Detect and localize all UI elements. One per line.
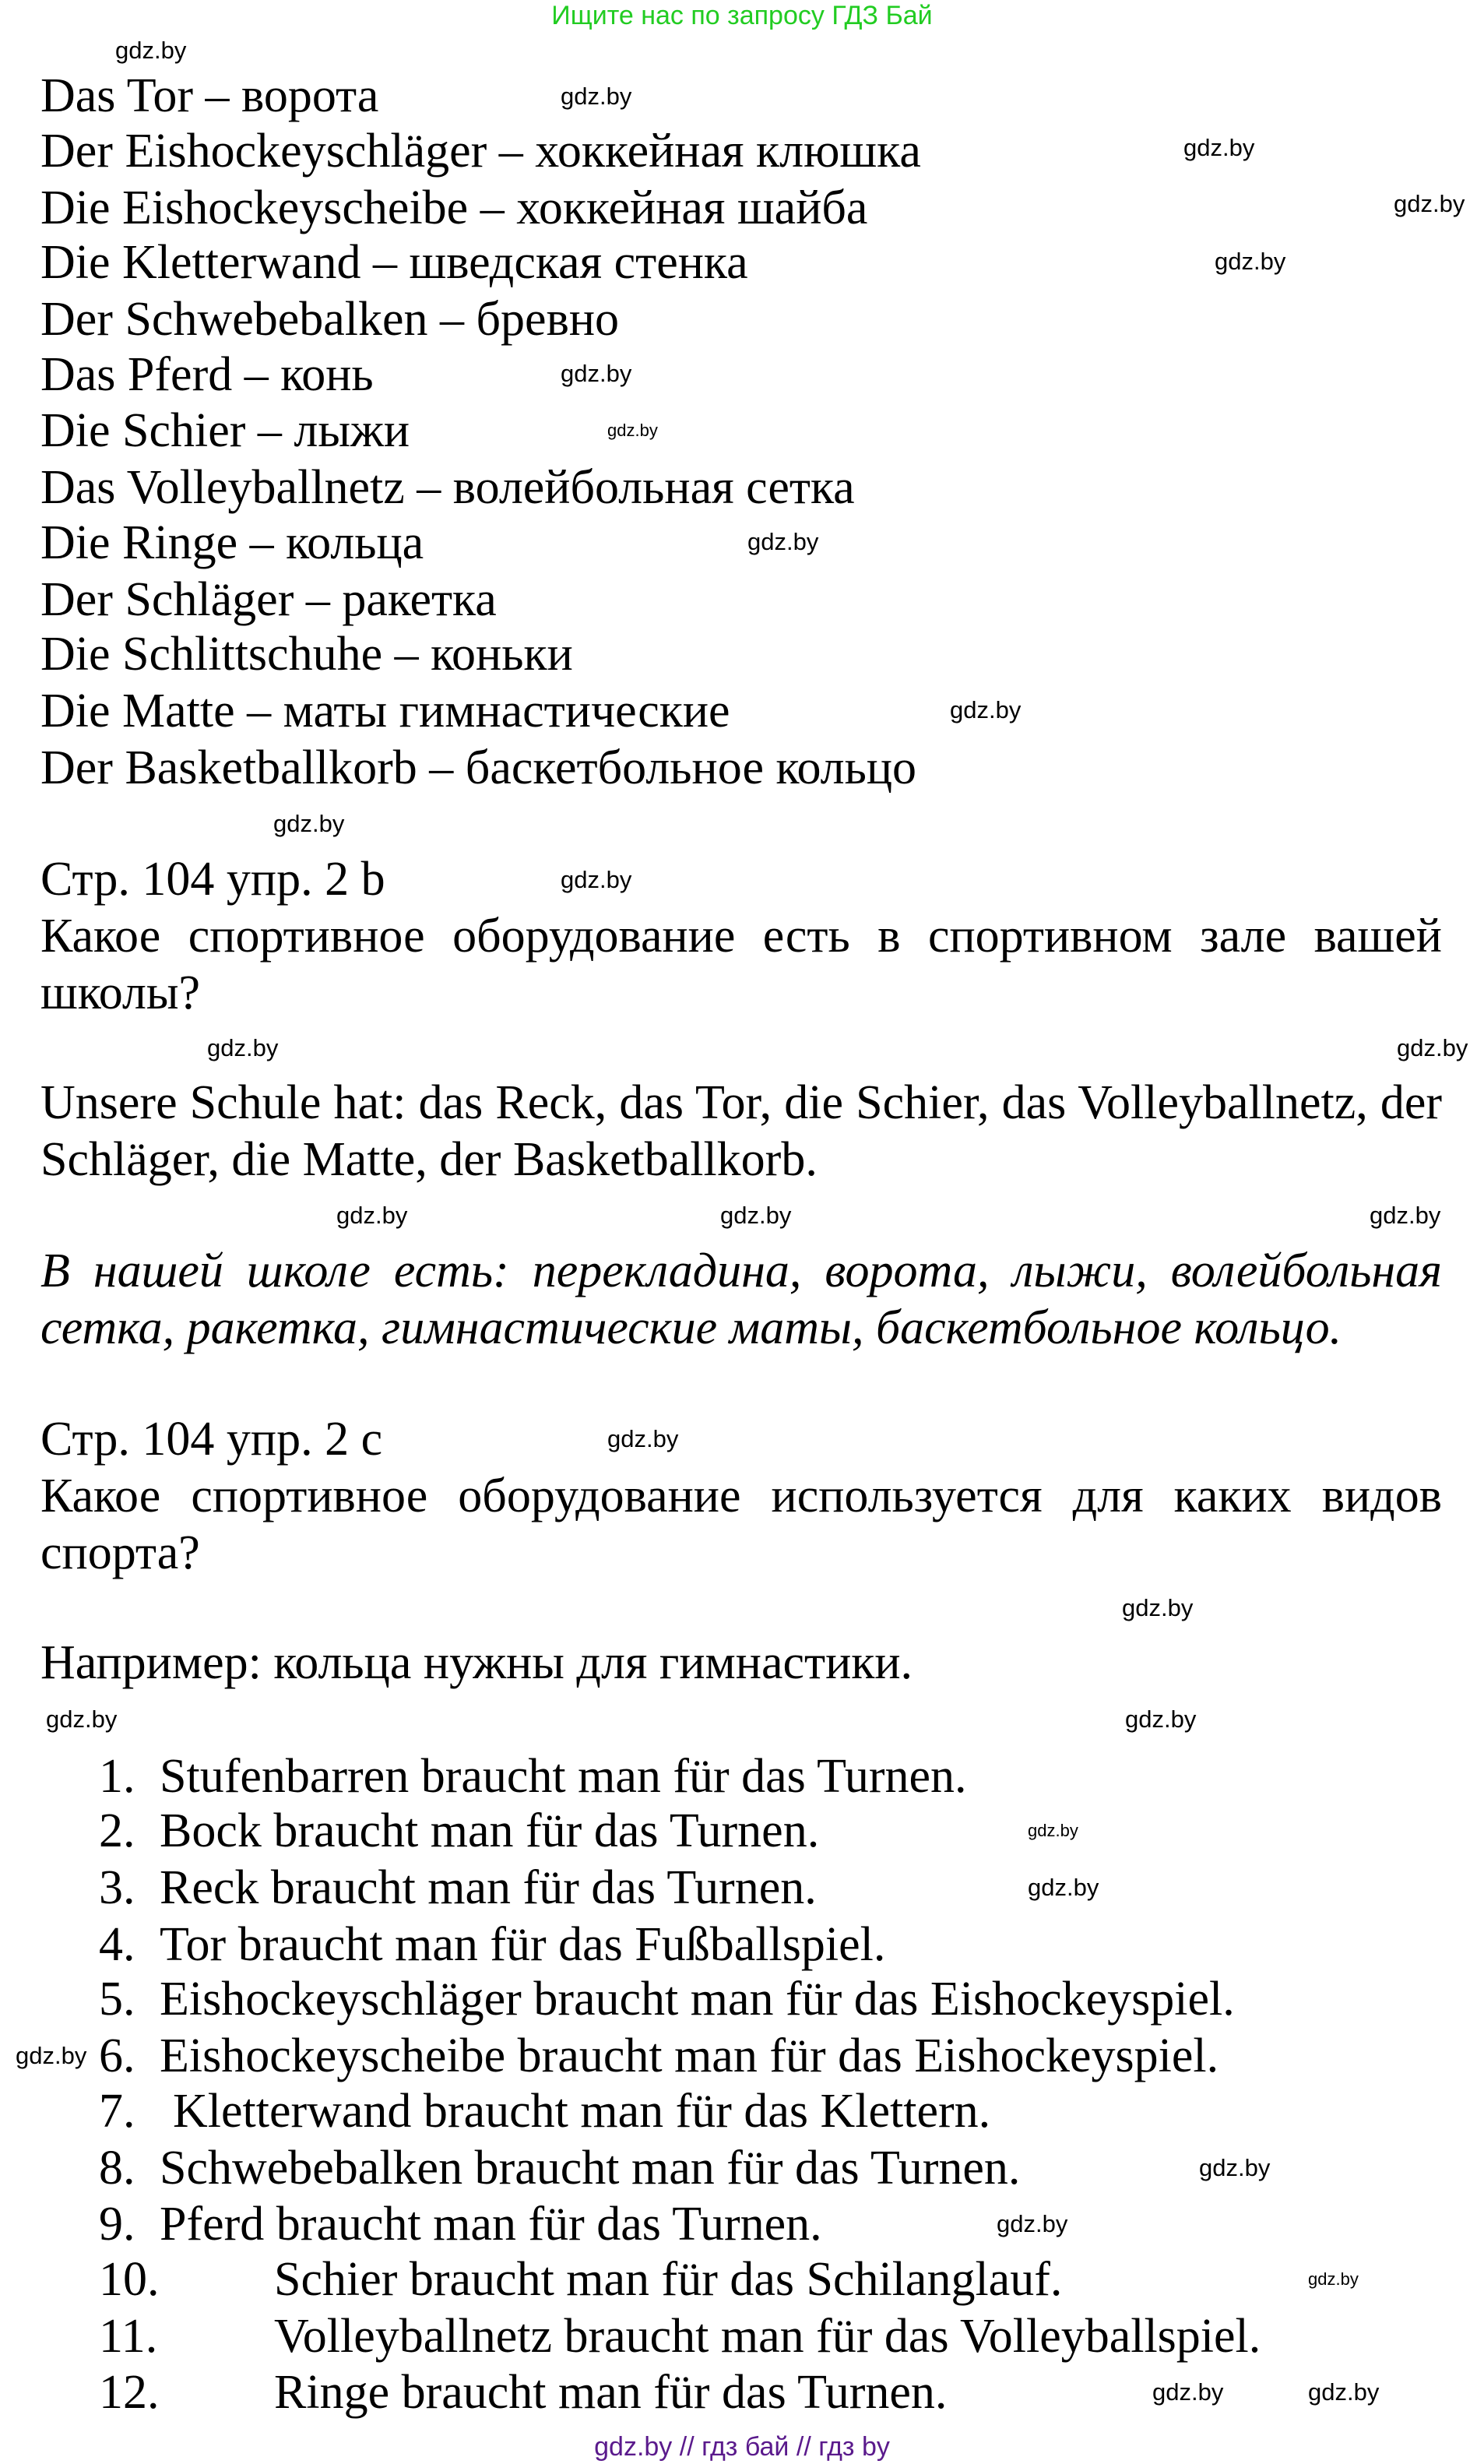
- watermark: gdz.by: [46, 1705, 118, 1733]
- watermark: gdz.by: [16, 2042, 87, 2069]
- exercise-2b-translation: В нашей школе есть: перекладина, ворота, лыжи, волейбольная сетка, ракетка, гимнастические маты, баскетбольное кольцо.: [40, 1244, 1442, 1354]
- watermark: gdz.by: [1125, 1705, 1197, 1733]
- exercise-2b-answer: Unsere Schule hat: das Reck, das Tor, die Schier, das Volleyballnetz, der Schläger, die Matte, der Basketballkorb.: [40, 1076, 1442, 1186]
- item-text: Eishockeyscheibe braucht man für das Eishockeyspiel.: [160, 2029, 1219, 2082]
- item-number: 7.: [99, 2085, 135, 2138]
- vocab-line: Die Schlittschuhe – коньки: [40, 628, 573, 681]
- watermark: gdz.by: [561, 360, 632, 387]
- watermark: gdz.by: [1370, 1202, 1441, 1229]
- item-number: 9.: [99, 2198, 135, 2251]
- item-number: 2.: [99, 1804, 135, 1857]
- watermark: gdz.by: [1394, 190, 1465, 217]
- watermark: gdz.by: [1397, 1034, 1468, 1061]
- item-text: Bock braucht man für das Turnen.: [160, 1804, 820, 1857]
- item-text: Eishockeyschläger braucht man für das Eishockeyspiel.: [160, 1973, 1235, 2026]
- watermark: gdz.by: [561, 866, 632, 893]
- exercise-2c-example: Например: кольца нужны для гимнастики.: [40, 1636, 913, 1689]
- watermark: gdz.by: [1028, 1821, 1078, 1840]
- exercise-2c-question: Какое спортивное оборудование используется для каких видов спорта?: [40, 1470, 1442, 1579]
- item-text: Ringe braucht man für das Turnen.: [274, 2366, 948, 2419]
- watermark: gdz.by: [607, 421, 658, 440]
- item-text: Schwebebalken braucht man für das Turnen.: [160, 2142, 1021, 2195]
- exercise-2c-title: Стр. 104 упр. 2 c: [40, 1413, 383, 1466]
- vocab-line: Der Basketballkorb – баскетбольное кольцо: [40, 741, 917, 794]
- vocab-line: Das Pferd – конь: [40, 348, 374, 401]
- vocab-line: Das Tor – ворота: [40, 69, 379, 122]
- item-text: Tor braucht man für das Fußballspiel.: [160, 1918, 886, 1971]
- watermark: gdz.by: [207, 1034, 279, 1061]
- vocab-line: Der Schläger – ракетка: [40, 573, 497, 626]
- item-number: 11.: [99, 2310, 158, 2363]
- watermark: gdz.by: [336, 1202, 408, 1229]
- item-text: Pferd braucht man für das Turnen.: [160, 2198, 822, 2251]
- item-number: 12.: [99, 2366, 160, 2419]
- watermark: gdz.by: [950, 696, 1022, 723]
- vocab-line: Die Matte – маты гимнастические: [40, 685, 730, 737]
- header-banner[interactable]: Ищите нас по запросу ГДЗ Бай: [551, 1, 933, 30]
- vocab-line: Die Kletterwand – шведская стенка: [40, 236, 748, 289]
- watermark: gdz.by: [115, 37, 187, 64]
- watermark: gdz.by: [1308, 2378, 1380, 2406]
- item-number: 4.: [99, 1918, 135, 1971]
- watermark: gdz.by: [1152, 2378, 1224, 2406]
- item-number: 3.: [99, 1861, 135, 1914]
- item-number: 6.: [99, 2029, 135, 2082]
- item-text: Stufenbarren braucht man für das Turnen.: [160, 1750, 967, 1803]
- exercise-2b-title: Стр. 104 упр. 2 b: [40, 853, 385, 906]
- watermark: gdz.by: [1183, 134, 1255, 161]
- item-number: 5.: [99, 1973, 135, 2026]
- vocab-line: Der Eishockeyschläger – хоккейная клюшка: [40, 125, 921, 178]
- watermark: gdz.by: [1028, 1874, 1099, 1901]
- exercise-2b-question: Какое спортивное оборудование есть в спортивном зале вашей школы?: [40, 910, 1442, 1019]
- watermark: gdz.by: [1215, 248, 1286, 275]
- vocab-line: Die Schier – лыжи: [40, 404, 410, 457]
- watermark: gdz.by: [1199, 2154, 1271, 2181]
- item-text: Kletterwand braucht man für das Klettern.: [173, 2085, 991, 2138]
- watermark: gdz.by: [1308, 2269, 1359, 2289]
- item-number: 1.: [99, 1750, 135, 1803]
- item-text: Schier braucht man für das Schilanglauf.: [274, 2253, 1063, 2306]
- watermark: gdz.by: [561, 83, 632, 110]
- watermark: gdz.by: [1122, 1594, 1194, 1621]
- footer-links[interactable]: gdz.by // гдз бай // гдз by: [594, 2432, 890, 2462]
- item-number: 10.: [99, 2253, 160, 2306]
- watermark: gdz.by: [997, 2210, 1068, 2237]
- item-text: Volleyballnetz braucht man für das Volleyballspiel.: [274, 2310, 1261, 2363]
- vocab-line: Die Eishockeyscheibe – хоккейная шайба: [40, 181, 868, 234]
- watermark: gdz.by: [607, 1425, 679, 1452]
- watermark: gdz.by: [720, 1202, 792, 1229]
- item-text: Reck braucht man für das Turnen.: [160, 1861, 817, 1914]
- vocab-line: Der Schwebebalken – бревно: [40, 293, 620, 346]
- vocab-line: Das Volleyballnetz – волейбольная сетка: [40, 461, 855, 514]
- watermark: gdz.by: [747, 528, 819, 555]
- item-number: 8.: [99, 2142, 135, 2195]
- vocab-line: Die Ringe – кольца: [40, 516, 424, 569]
- watermark: gdz.by: [273, 810, 345, 837]
